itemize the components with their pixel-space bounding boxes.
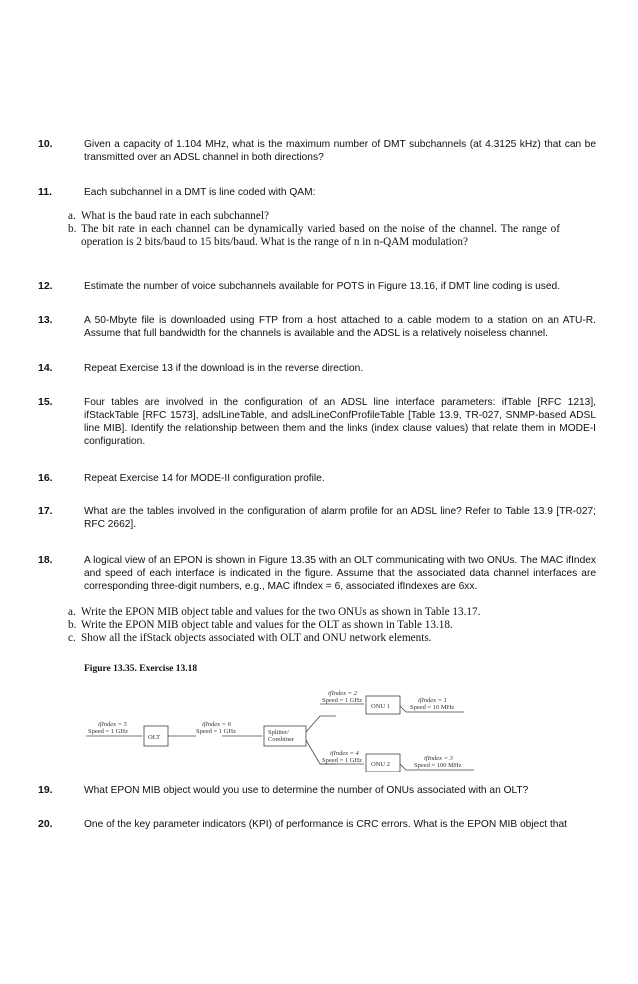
subitem-letter: b. <box>68 223 77 235</box>
subitem <box>68 632 560 645</box>
subitem-text: Write the EPON MIB object table and values for the two ONUs as shown in Table 13.17. <box>81 606 481 618</box>
subitem-text: Show all the ifStack objects associated with OLT and ONU network elements. <box>81 632 432 644</box>
subitem <box>68 223 560 249</box>
exercise-number: 19. <box>38 784 53 796</box>
onu1-in-speed-label: Speed = 1 GHz <box>322 697 362 704</box>
exercise-text: Estimate the number of voice subchannels available for POTS in Figure 13.16, if DMT line coding is used. <box>84 281 561 292</box>
exercise-number: 18. <box>38 554 53 566</box>
subitem-text: What is the baud rate in each subchannel? <box>81 210 269 222</box>
subitem <box>68 619 560 632</box>
exercise-number: 14. <box>38 362 53 374</box>
subitem <box>68 210 560 223</box>
exercise-number: 10. <box>38 138 53 150</box>
olt-label: OLT <box>148 734 161 741</box>
exercise-number: 20. <box>38 818 53 830</box>
left-ifindex-label: ifIndex = 5 <box>98 721 127 728</box>
subitem-letter: c. <box>68 632 76 644</box>
exercise-number: 11. <box>38 186 53 198</box>
subitem-text: The bit rate in each channel can be dynamically varied based on the noise of the channel. The range of operation is 2 bits/baud to 15 bits/baud. What is the range of n in n-QAM modulation? <box>81 223 560 248</box>
mid-ifindex-label: ifIndex = 6 <box>202 721 231 728</box>
branch-onu1 <box>306 716 336 732</box>
splitter-label-line1: Splitter/ <box>268 729 289 736</box>
onu1-out-speed-label: Speed = 10 MHz <box>410 704 455 711</box>
exercise-number: 13. <box>38 314 53 326</box>
splitter-label-line2: Combiner <box>268 736 294 743</box>
subitem-letter: a. <box>68 606 76 618</box>
exercise-text: One of the key parameter indicators (KPI) of performance is CRC errors. What is the EPON MIB object that <box>84 819 567 830</box>
exercise-text: Each subchannel in a DMT is line coded with QAM: <box>84 187 316 198</box>
left-speed-label: Speed = 1 GHz <box>88 728 128 735</box>
subitem-text: Write the EPON MIB object table and values for the OLT as shown in Table 13.18. <box>81 619 453 631</box>
figure-caption: Figure 13.35. Exercise 13.18 <box>84 664 198 674</box>
exercise-text: What EPON MIB object would you use to determine the number of ONUs associated with an OLT? <box>84 785 529 796</box>
onu1-in-ifindex-label: ifIndex = 2 <box>328 690 357 697</box>
exercise-text: Repeat Exercise 13 if the download is in the reverse direction. <box>84 363 364 374</box>
exercise-text: Repeat Exercise 14 for MODE-II configuration profile. <box>84 473 325 484</box>
onu2-in-ifindex-label: ifIndex = 4 <box>330 750 359 757</box>
subitem-letter: a. <box>68 210 76 222</box>
onu1-label: ONU 1 <box>371 703 390 710</box>
subitem-letter: b. <box>68 619 77 631</box>
exercise-number: 12. <box>38 280 53 292</box>
onu1-out-ifindex-label: ifIndex = 1 <box>418 697 447 704</box>
exercise-text: What are the tables involved in the configuration of alarm profile for an ADSL line? Refer to Table 13.9 [TR-027; RFC 2662]. <box>84 506 596 530</box>
exercise-number: 17. <box>38 505 53 517</box>
exercise-text: A logical view of an EPON is shown in Figure 13.35 with an OLT communicating with two ONUs. The MAC ifIndex and speed of each interface is indicated in the figure. Assume that the associated data channel interfaces are corresponding three-digit numbers, e.g., MAC ifIndex = 6, associated ifIndexes are 6xx. <box>84 555 596 592</box>
exercise-text: A 50-Mbyte file is downloaded using FTP from a host attached to a cable modem to a station on an ATU-R. Assume that full bandwidth for the channels is available and the ADSL is a relatively noiseless channel. <box>84 315 596 339</box>
onu2-in-speed-label: Speed = 1 GHz <box>322 757 362 764</box>
onu2-out-speed-label: Speed = 100 MHz <box>414 762 462 769</box>
exercise-11-subitems <box>68 210 560 249</box>
subitem <box>68 606 560 619</box>
exercise-number: 15. <box>38 396 53 408</box>
epon-figure <box>84 680 504 772</box>
onu2-label: ONU 2 <box>371 761 390 768</box>
exercise-text: Four tables are involved in the configuration of an ADSL line interface parameters: ifTable [RFC 1213], ifStackTable [RFC 1573], adslLineTable, and adslLineConfProfileTable [Table 13.9, TR-027, SNMP-based ADSL line MIB]. Identify the relationship between them and the links (index clause values) that relate them in MODE-I configuration. <box>84 397 596 447</box>
exercise-text: Given a capacity of 1.104 MHz, what is the maximum number of DMT subchannels (at 4.3125 kHz) that can be transmitted over an ADSL channel in both directions? <box>84 139 596 163</box>
exercise-number: 16. <box>38 472 53 484</box>
exercise-18-subitems <box>68 606 560 645</box>
onu2-out-ifindex-label: ifIndex = 3 <box>424 755 453 762</box>
mid-speed-label: Speed = 1 GHz <box>196 728 236 735</box>
